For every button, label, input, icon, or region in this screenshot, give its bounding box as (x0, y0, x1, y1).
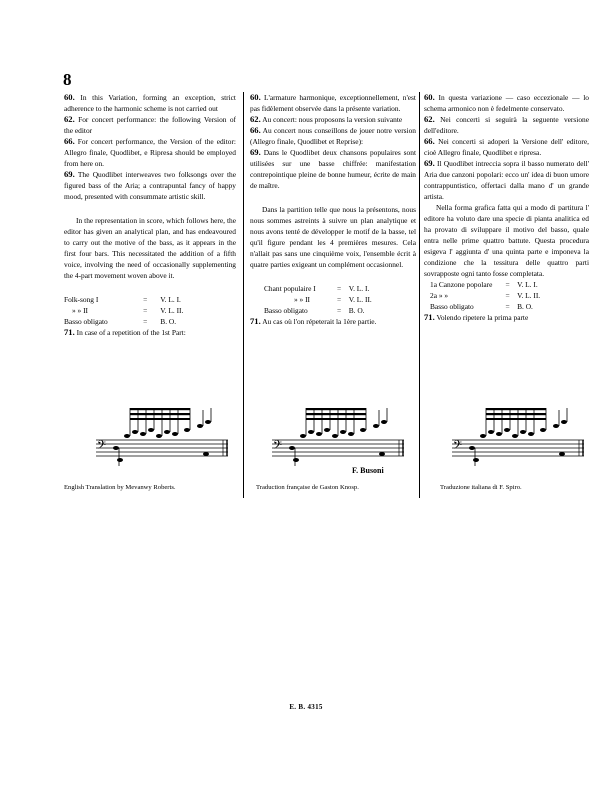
svg-text:𝄢: 𝄢 (453, 439, 463, 455)
note-66: 66. For concert performance, the Version of the editor: Allegro finale, Quodlibet, e Ripresa should be employed from here on. (64, 136, 236, 168)
music-excerpt (272, 396, 404, 468)
column-french (250, 92, 416, 327)
svg-text:𝄢: 𝄢 (97, 439, 107, 455)
music-excerpt (452, 396, 584, 468)
note-69: 69. Il Quodlibet intreccia sopra il basso numerato dell' Aria due canzoni popolari: ecco un' idea di buon umore contrappuntistico, offertaci dalla mano d' un grande artista. (424, 158, 589, 201)
caption-english: English Translation by Mevanwy Roberts. (64, 484, 176, 491)
voice-table: Chant populaire I = V. L. I. » » II = V. L. II. Basso obligato = B. O. (264, 284, 372, 315)
note-62: 62. Nei concerti si seguirà la seguente versione dell'editore. (424, 114, 589, 135)
note-69: 69. The Quodlibet interweaves two folksongs over the figured bass of the Aria; a contrapuntal fancy of happy mood, presented with consummate artistic skill. (64, 169, 237, 201)
note-71: 71. In case of a repetition of the 1st Part: (64, 327, 186, 337)
column-divider (419, 92, 420, 498)
note-60: 60. In questa variazione — caso eccezionale — lo schema armonico non è fedelmente conservato. (424, 92, 589, 113)
signature: F. Busoni (352, 466, 384, 475)
column-italian (424, 92, 589, 323)
note-60: 60. In this Variation, forming an exception, strict adherence to the harmonic scheme is not carried out (64, 92, 236, 113)
plate-number: E. B. 4315 (289, 703, 323, 711)
note-66: 66. Nei concerti si adoperi la Versione dell' editore, cioè Allegro finale, Quodlibet e ripresa. (424, 136, 589, 157)
note-62: 62. Au concert: nous proposons la version suivante (250, 114, 403, 124)
note-score-explanation: Dans la partition telle que nous la présentons, nous nous sommes astreints à suivre un plan analytique et nous avons tenté de développer le motif de la basse, tel qu'il figure pendant les 4 premières mesures. Cela n'allait pas sans une cinquième voix, l'ensemble écrit à quatre parties exigeant un complément occasionnel. (250, 205, 416, 269)
page-number: 8 (63, 70, 72, 89)
note-score-explanation: Nella forma grafica fatta qui a modo di partitura l' editore ha voluto dare una specie di pianta analitica ed ha provato di sviluppare il motivo del basso, quale entra nelle prime quattro battute. Questa procedura esigeva l' aggiunta d' una quinta parte e imponeva la condizione che la tessitura delle quattro parti sovrapposte ogni tanto fosse completata. (424, 203, 589, 278)
note-69: 69. Dans le Quodlibet deux chansons populaires sont utilisées sur une basse chiffrée: manifestation contrepointique pleine de bonne humeur, écrite de main de maître. (250, 147, 416, 190)
column-english (64, 92, 236, 338)
note-62: 62. For concert performance: the following Version of the editor (64, 114, 236, 135)
column-divider (243, 92, 244, 498)
voice-table: 1a Canzone popolare = V. L. I. 2a » » = V. L. II. Basso obligato = B. O. (430, 280, 541, 311)
note-60: 60. L'armature harmonique, exceptionnellement, n'est pas fidèlement observée dans la présente variation. (250, 92, 416, 113)
svg-text:𝄢: 𝄢 (273, 439, 283, 455)
voice-table: Folk-song I = V. L. I. » » II = V. L. II. Basso obligato = B. O. (64, 295, 184, 326)
note-71: 71. Au cas où l'on répeterait la 1ère partie. (250, 316, 377, 326)
caption-italian: Traduzione italiana di F. Spiro. (440, 484, 522, 491)
note-score-explanation: In the representation in score, which follows here, the editor has given an analytical plan, and has endeavoured to carry out the motive of the bass, as it appears in the first four bars. This necessitated the addition of a fifth voice, involving the need of occasionally supplementing the 4-part movement woven above it. (64, 216, 236, 280)
note-71: 71. Volendo ripetere la prima parte (424, 312, 529, 322)
music-excerpt (96, 396, 228, 468)
caption-french: Traduction française de Gaston Knosp. (256, 484, 359, 491)
note-66: 66. Au concert nous conseillons de jouer notre version (Allegro finale, Quodlibet et Reprise): (250, 125, 416, 146)
